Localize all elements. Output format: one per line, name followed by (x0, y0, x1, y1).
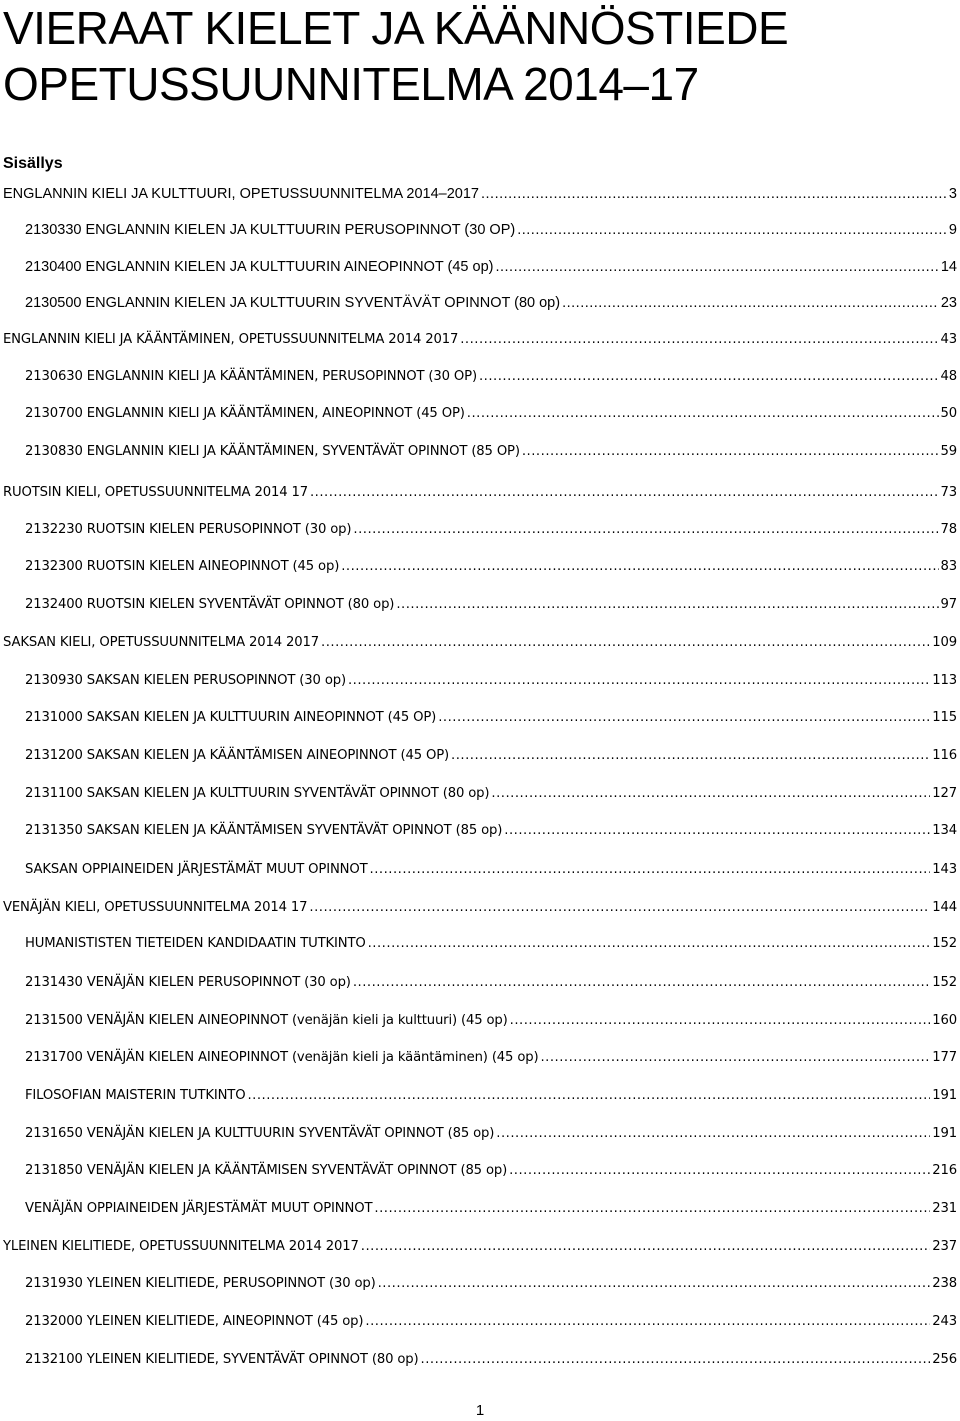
toc-entry[interactable] (25, 256, 957, 278)
toc-leader-dots (562, 292, 939, 314)
toc-entry-label: 2132230 RUOTSIN KIELEN PERUSOPINNOT (30 op) (25, 522, 352, 537)
toc-entry[interactable] (25, 1311, 957, 1333)
toc-entry[interactable] (25, 441, 957, 463)
toc-entry[interactable] (25, 745, 957, 767)
toc-entry[interactable] (25, 594, 957, 616)
document-title-line-2: OPETUSSUUNNITELMA 2014–17 (3, 58, 699, 110)
toc-leader-dots (481, 183, 947, 205)
toc-entry-label: 2130400 ENGLANNIN KIELEN JA KULTTUURIN AINEOPINNOT (45 op) (25, 259, 494, 275)
toc-entry-label: 2131500 VENÄJÄN KIELEN AINEOPINNOT (venäjän kieli ja kulttuuri) (45 op) (25, 1013, 508, 1028)
toc-leader-dots (378, 1273, 931, 1295)
toc-entry-label: FILOSOFIAN MAISTERIN TUTKINTO (25, 1088, 246, 1103)
toc-entry-page: 152 (932, 936, 957, 951)
toc-leader-dots (540, 1047, 930, 1069)
toc-entry-page: 231 (932, 1201, 957, 1216)
toc-entry-label: 2131650 VENÄJÄN KIELEN JA KULTTUURIN SYVENTÄVÄT OPINNOT (85 op) (25, 1126, 495, 1141)
toc-entry-label: 2130500 ENGLANNIN KIELEN JA KULTTUURIN SYVENTÄVÄT OPINNOT (80 op) (25, 295, 561, 311)
toc-entry-page: 256 (932, 1352, 957, 1367)
toc-entry-label: 2131200 SAKSAN KIELEN JA KÄÄNTÄMISEN AINEOPINNOT (45 OP) (25, 748, 450, 763)
toc-entry[interactable] (25, 859, 957, 881)
toc-entry-label: 2131930 YLEINEN KIELITIEDE, PERUSOPINNOT (30 op) (25, 1276, 376, 1291)
toc-leader-dots (348, 670, 930, 692)
toc-entry-page: 3 (948, 186, 957, 202)
document-title (3, 0, 788, 112)
toc-leader-dots (310, 482, 939, 504)
toc-entry-page: 191 (932, 1126, 957, 1141)
toc-entry[interactable] (3, 897, 957, 919)
toc-entry-page: 243 (932, 1314, 957, 1329)
toc-entry-label: RUOTSIN KIELI, OPETUSSUUNNITELMA 2014 17 (3, 485, 308, 500)
toc-entry-page: 238 (932, 1276, 957, 1291)
toc-leader-dots (495, 256, 938, 278)
toc-entry[interactable] (25, 670, 957, 692)
toc-entry-label: 2131350 SAKSAN KIELEN JA KÄÄNTÄMISEN SYVENTÄVÄT OPINNOT (85 op) (25, 823, 503, 838)
toc-entry-label: 2130930 SAKSAN KIELEN PERUSOPINNOT (30 op) (25, 673, 346, 688)
toc-entry-page: 143 (932, 862, 957, 877)
toc-entry[interactable] (25, 556, 957, 578)
toc-entry-page: 43 (940, 332, 957, 347)
toc-entry-label: ENGLANNIN KIELI JA KÄÄNTÄMINEN, OPETUSSUUNNITELMA 2014 2017 (3, 332, 459, 347)
toc-leader-dots (361, 1236, 931, 1258)
toc-entry-page: 160 (932, 1013, 957, 1028)
toc-leader-dots (421, 1349, 931, 1371)
toc-entry-label: 2131000 SAKSAN KIELEN JA KULTTUURIN AINEOPINNOT (45 OP) (25, 710, 437, 725)
toc-entry-label: YLEINEN KIELITIEDE, OPETUSSUUNNITELMA 2014 2017 (3, 1239, 359, 1254)
toc-entry-label: 2132000 YLEINEN KIELITIEDE, AINEOPINNOT (45 op) (25, 1314, 364, 1329)
toc-entry[interactable] (3, 183, 957, 205)
toc-entry-label: ENGLANNIN KIELI JA KULTTUURI, OPETUSSUUNNITELMA 2014–2017 (3, 186, 479, 202)
toc-entry[interactable] (3, 632, 957, 654)
toc-entry-page: 73 (940, 485, 957, 500)
toc-leader-dots (353, 519, 938, 541)
toc-entry-label: 2130830 ENGLANNIN KIELI JA KÄÄNTÄMINEN, SYVENTÄVÄT OPINNOT (85 OP) (25, 444, 520, 459)
toc-entry-page: 78 (940, 522, 957, 537)
page-number: 1 (475, 1402, 485, 1419)
toc-leader-dots (509, 1160, 930, 1182)
toc-leader-dots (247, 1085, 930, 1107)
toc-entry[interactable] (25, 519, 957, 541)
toc-entry[interactable] (25, 1349, 957, 1371)
toc-entry-page: 109 (932, 635, 957, 650)
toc-entry-page: 191 (932, 1088, 957, 1103)
toc-leader-dots (438, 707, 930, 729)
toc-entry-page: 14 (940, 259, 957, 275)
toc-entry[interactable] (3, 329, 957, 351)
toc-leader-dots (368, 933, 931, 955)
toc-entry-label: VENÄJÄN KIELI, OPETUSSUUNNITELMA 2014 17 (3, 900, 308, 915)
toc-entry[interactable] (25, 820, 957, 842)
toc-entry[interactable] (25, 1085, 957, 1107)
toc-leader-dots (522, 441, 939, 463)
toc-entry[interactable] (25, 366, 957, 388)
toc-leader-dots (321, 632, 930, 654)
toc-entry[interactable] (3, 482, 957, 504)
toc-entry-page: 48 (940, 369, 957, 384)
toc-entry-page: 115 (932, 710, 957, 725)
toc-entry[interactable] (25, 1123, 957, 1145)
toc-leader-dots (504, 820, 930, 842)
toc-leader-dots (370, 859, 931, 881)
toc-leader-dots (353, 972, 930, 994)
toc-leader-dots (510, 1010, 931, 1032)
toc-entry-page: 23 (940, 295, 957, 311)
toc-leader-dots (341, 556, 938, 578)
toc-entry[interactable] (25, 972, 957, 994)
toc-entry[interactable] (25, 707, 957, 729)
toc-entry-label: 2131100 SAKSAN KIELEN JA KULTTUURIN SYVENTÄVÄT OPINNOT (80 op) (25, 786, 490, 801)
toc-entry-label: 2132100 YLEINEN KIELITIEDE, SYVENTÄVÄT OPINNOT (80 op) (25, 1352, 419, 1367)
toc-entry-page: 144 (932, 900, 957, 915)
document-title-line-1: VIERAAT KIELET JA KÄÄNNÖSTIEDE (3, 2, 789, 54)
toc-entry-label: 2131850 VENÄJÄN KIELEN JA KÄÄNTÄMISEN SYVENTÄVÄT OPINNOT (85 op) (25, 1163, 508, 1178)
toc-entry[interactable] (25, 1047, 957, 1069)
toc-entry-label: SAKSAN OPPIAINEIDEN JÄRJESTÄMÄT MUUT OPINNOT (25, 862, 368, 877)
toc-entry[interactable] (25, 783, 957, 805)
toc-entry-label: 2132400 RUOTSIN KIELEN SYVENTÄVÄT OPINNOT (80 op) (25, 597, 395, 612)
toc-leader-dots (467, 403, 939, 425)
toc-heading: Sisällys (3, 155, 63, 172)
toc-entry[interactable] (25, 403, 957, 425)
toc-entry-page: 127 (932, 786, 957, 801)
toc-leader-dots (374, 1198, 930, 1220)
toc-entry-label: HUMANISTISTEN TIETEIDEN KANDIDAATIN TUTKINTO (25, 936, 366, 951)
toc-entry-page: 59 (940, 444, 957, 459)
toc-entry-page: 237 (932, 1239, 957, 1254)
toc-entry-page: 116 (932, 748, 957, 763)
toc-entry[interactable] (25, 1198, 957, 1220)
toc-leader-dots (396, 594, 938, 616)
toc-leader-dots (491, 783, 930, 805)
toc-leader-dots (517, 219, 947, 241)
toc-entry-label: VENÄJÄN OPPIAINEIDEN JÄRJESTÄMÄT MUUT OPINNOT (25, 1201, 373, 1216)
toc-leader-dots (496, 1123, 930, 1145)
toc-entry-label: 2130700 ENGLANNIN KIELI JA KÄÄNTÄMINEN, AINEOPINNOT (45 OP) (25, 406, 465, 421)
toc-entry-page: 134 (932, 823, 957, 838)
toc-entry[interactable] (25, 1010, 957, 1032)
toc-entry[interactable] (25, 1160, 957, 1182)
toc-entry-page: 113 (932, 673, 957, 688)
toc-entry-page: 216 (932, 1163, 957, 1178)
toc-entry-label: 2131700 VENÄJÄN KIELEN AINEOPINNOT (venäjän kieli ja kääntäminen) (45 op) (25, 1050, 539, 1065)
toc-entry[interactable] (25, 219, 957, 241)
toc-entry-label: 2132300 RUOTSIN KIELEN AINEOPINNOT (45 op) (25, 559, 340, 574)
toc-entry-label: 2131430 VENÄJÄN KIELEN PERUSOPINNOT (30 op) (25, 975, 351, 990)
toc-entry[interactable] (3, 1236, 957, 1258)
toc-entry-page: 177 (932, 1050, 957, 1065)
toc-leader-dots (365, 1311, 930, 1333)
toc-entry[interactable] (25, 292, 957, 314)
toc-leader-dots (479, 366, 939, 388)
toc-entry-page: 9 (948, 222, 957, 238)
toc-leader-dots (309, 897, 930, 919)
toc-entry-page: 50 (940, 406, 957, 421)
toc-leader-dots (451, 745, 930, 767)
toc-entry-page: 83 (940, 559, 957, 574)
toc-entry-label: SAKSAN KIELI, OPETUSSUUNNITELMA 2014 2017 (3, 635, 319, 650)
toc-leader-dots (460, 329, 938, 351)
toc-entry-page: 97 (940, 597, 957, 612)
toc-entry[interactable] (25, 933, 957, 955)
toc-entry[interactable] (25, 1273, 957, 1295)
toc-entry-label: 2130630 ENGLANNIN KIELI JA KÄÄNTÄMINEN, PERUSOPINNOT (30 OP) (25, 369, 477, 384)
toc-entry-page: 152 (932, 975, 957, 990)
toc-entry-label: 2130330 ENGLANNIN KIELEN JA KULTTUURIN PERUSOPINNOT (30 OP) (25, 222, 516, 238)
